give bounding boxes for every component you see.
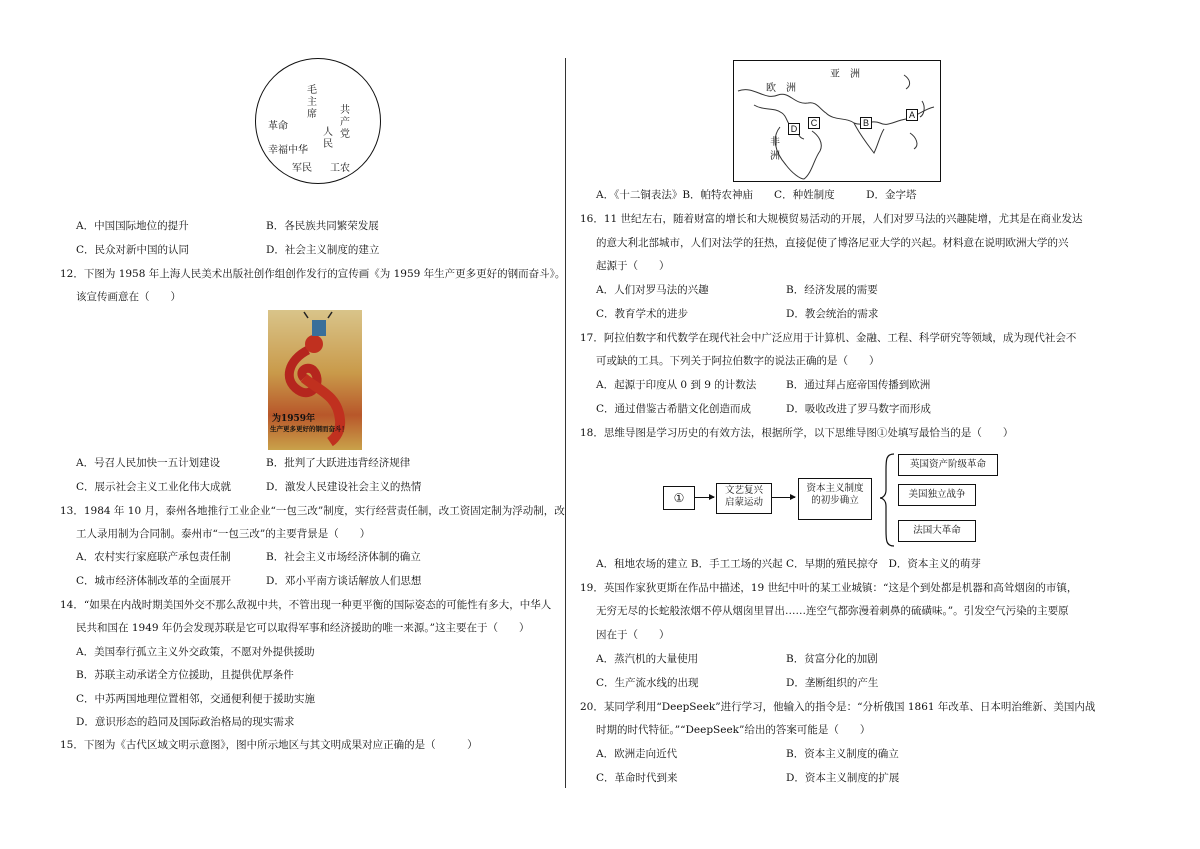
map-marker-b: B [860, 117, 872, 129]
q17-stem-line2: 可或缺的工具。下列关于阿拉伯数字的说法正确的是（ ） [596, 355, 880, 367]
q20-stem-line1: 20．某同学利用“DeepSeek”进行学习，他输入的指令是：“分析俄国 1861 年改革、日本明治维新、美国内战 [580, 701, 1096, 713]
q17-stem-line1: 17．阿拉伯数字和代数学在现代社会中广泛应用于计算机、金融、工程、科学研究等领域，成为现代社会不 [580, 332, 1077, 344]
poster-caption-year: 为1959年 [272, 414, 316, 424]
propaganda-poster-image [268, 310, 362, 450]
circle-word-renmin: 人民 [323, 127, 333, 150]
q14-stem-line1: 14．“如果在内战时期美国外交不那么敌视中共，不管出现一种更平衡的国际姿态的可能性有多大，中华人 [60, 599, 552, 611]
mindmap-branch-usa: 美国独立战争 [898, 484, 976, 506]
q14-stem-line2: 民共和国在 1949 年仍会发现苏联是它可以取得军事和经济援助的唯一来源。”这主要在于（ ） [76, 622, 530, 634]
q13-stem-line1: 13．1984 年 10 月，泰州各地推行工业企业“一包三改”制度，实行经营责任制，改工资固定制为浮动制，改 [60, 505, 565, 517]
q13-option-d: D．邓小平南方谈话解放人们思想 [266, 575, 422, 587]
q11-option-d: D．社会主义制度的建立 [266, 244, 380, 256]
mindmap-box-capitalism [798, 478, 872, 520]
q19-option-a: A．蒸汽机的大量使用 [596, 653, 699, 665]
mindmap-box-renaissance [716, 483, 772, 514]
circle-word-geming: 革命 [268, 121, 288, 132]
q13-option-a: A．农村实行家庭联产承包责任制 [76, 551, 231, 563]
q12-option-d: D．激发人民建设社会主义的热情 [266, 481, 422, 493]
mindmap-arrow-2 [771, 497, 795, 498]
q16-option-a: A．人们对罗马法的兴趣 [596, 284, 709, 296]
circle-word-xingfuzhonghua: 幸福中华 [268, 145, 308, 156]
q16-stem-line1: 16．11 世纪左右，随着财富的增长和大规模贸易活动的开展，人们对罗马法的兴趣陡增，尤其是在商业发达 [580, 213, 1083, 225]
ancient-civilization-map [733, 60, 941, 182]
q16-stem-line2: 的意大利北部城市，人们对法学的狂热，直接促使了博洛尼亚大学的兴起。材料意在说明欧洲大学的兴 [596, 237, 1069, 249]
q14-option-a: A．美国奉行孤立主义外交政策，不愿对外提供援助 [76, 646, 315, 658]
q12-stem-line2: 该宣传画意在（ ） [76, 291, 181, 303]
map-label-europe: 欧 洲 [766, 83, 796, 94]
map-label-africa-2: 洲 [770, 151, 780, 162]
q18-options: A．租地农场的建立 B．手工工场的兴起 C．早期的殖民掠夺 D．资本主义的萌芽 [596, 558, 981, 570]
column-divider [565, 58, 566, 788]
q20-option-b: B．资本主义制度的确立 [786, 748, 899, 760]
q19-stem-line2: 无穷无尽的长蛇般浓烟不停从烟囱里冒出……连空气都弥漫着刺鼻的硫磺味。”。引发空气污染的主要原 [596, 605, 1069, 617]
map-label-africa-1: 非 [770, 137, 780, 148]
q17-option-a: A．起源于印度从 0 到 9 的计数法 [596, 379, 757, 391]
mindmap-box-capitalism-line2: 的初步确立 [811, 495, 859, 506]
mindmap-branch-england: 英国资产阶级革命 [898, 454, 998, 476]
q17-option-d: D．吸收改进了罗马数字而形成 [786, 403, 931, 415]
mindmap-box-blank: ① [663, 486, 695, 510]
map-marker-c: C [808, 117, 820, 129]
poster-caption-slogan: 生产更多更好的钢而奋斗！ [270, 425, 348, 433]
mindmap-arrow-1 [694, 497, 714, 498]
mindmap-branch-france: 法国大革命 [898, 520, 976, 542]
q11-option-c: C．民众对新中国的认同 [76, 244, 190, 256]
q11-option-b: B．各民族共同繁荣发展 [266, 220, 379, 232]
q20-option-a: A．欧洲走向近代 [596, 748, 678, 760]
q17-option-c: C．通过借鉴古希腊文化创造而成 [596, 403, 752, 415]
mindmap-box-renaissance-line1: 文艺复兴 [724, 485, 763, 496]
q12-stem-line1: 12．下图为 1958 年上海人民美术出版社创作组创作发行的宣传画《为 1959 年生产更多更好的钢而奋斗》。 [60, 268, 566, 280]
q13-stem-line2: 工人录用制为合同制。泰州市“一包三改”的主要背景是（ ） [76, 528, 371, 540]
q19-option-c: C．生产流水线的出现 [596, 677, 699, 689]
circle-word-gongchandang: 共产党 [340, 105, 350, 140]
q16-option-b: B．经济发展的需要 [786, 284, 878, 296]
q13-option-c: C．城市经济体制改革的全面展开 [76, 575, 232, 587]
q20-option-c: C．革命时代到来 [596, 772, 678, 784]
q16-stem-line3: 起源于（ ） [596, 260, 670, 272]
mindmap-box-capitalism-line1: 资本主义制度 [806, 483, 864, 494]
q12-option-b: B．批判了大跃进违背经济规律 [266, 457, 411, 469]
q13-option-b: B．社会主义市场经济体制的确立 [266, 551, 421, 563]
circle-word-gongnong: 工农 [330, 163, 350, 174]
q20-option-d: D．资本主义制度的扩展 [786, 772, 900, 784]
q15-options: A．《十二铜表法》B．帕特农神庙 C．种姓制度 D．金字塔 [596, 189, 917, 201]
q20-stem-line2: 时期的时代特征。”“DeepSeek”给出的答案可能是（ ） [596, 724, 871, 736]
mindmap-brace [878, 450, 898, 550]
q19-option-d: D．垄断组织的产生 [786, 677, 879, 689]
q14-option-b: B．苏联主动承诺全方位援助，且提供优厚条件 [76, 669, 294, 681]
circle-word-junmin: 军民 [292, 163, 312, 174]
q11-option-a: A．中国国际地位的提升 [76, 220, 189, 232]
mindmap-box-renaissance-line2: 启蒙运动 [724, 497, 763, 508]
map-marker-a: A [906, 109, 918, 121]
q19-option-b: B．贫富分化的加剧 [786, 653, 878, 665]
q16-option-d: D．教会统治的需求 [786, 308, 879, 320]
q12-option-a: A．号召人民加快一五计划建设 [76, 457, 221, 469]
q19-stem-line3: 因在于（ ） [596, 629, 670, 641]
q14-option-c: C．中苏两国地理位置相邻，交通便利便于援助实施 [76, 693, 316, 705]
word-cloud-circle [255, 58, 381, 184]
q14-option-d: D．意识形态的趋同及国际政治格局的现实需求 [76, 716, 295, 728]
q15-stem: 15．下图为《古代区域文明示意图》，图中所示地区与其文明成果对应正确的是（ ） [60, 739, 478, 751]
circle-word-maozhuxi: 毛主席 [307, 85, 317, 120]
q18-stem: 18．思维导图是学习历史的有效方法，根据所学，以下思维导图①处填写最恰当的是（ ） [580, 427, 1014, 439]
q19-stem-line1: 19．英国作家狄更斯在作品中描述，19 世纪中叶的某工业城镇：“这是个到处都是机器和高耸烟囱的市镇， [580, 582, 1078, 594]
map-label-asia: 亚 洲 [830, 69, 860, 80]
map-marker-d: D [788, 123, 800, 135]
q12-option-c: C．展示社会主义工业化伟大成就 [76, 481, 232, 493]
q17-option-b: B．通过拜占庭帝国传播到欧洲 [786, 379, 931, 391]
q16-option-c: C．教育学术的进步 [596, 308, 689, 320]
